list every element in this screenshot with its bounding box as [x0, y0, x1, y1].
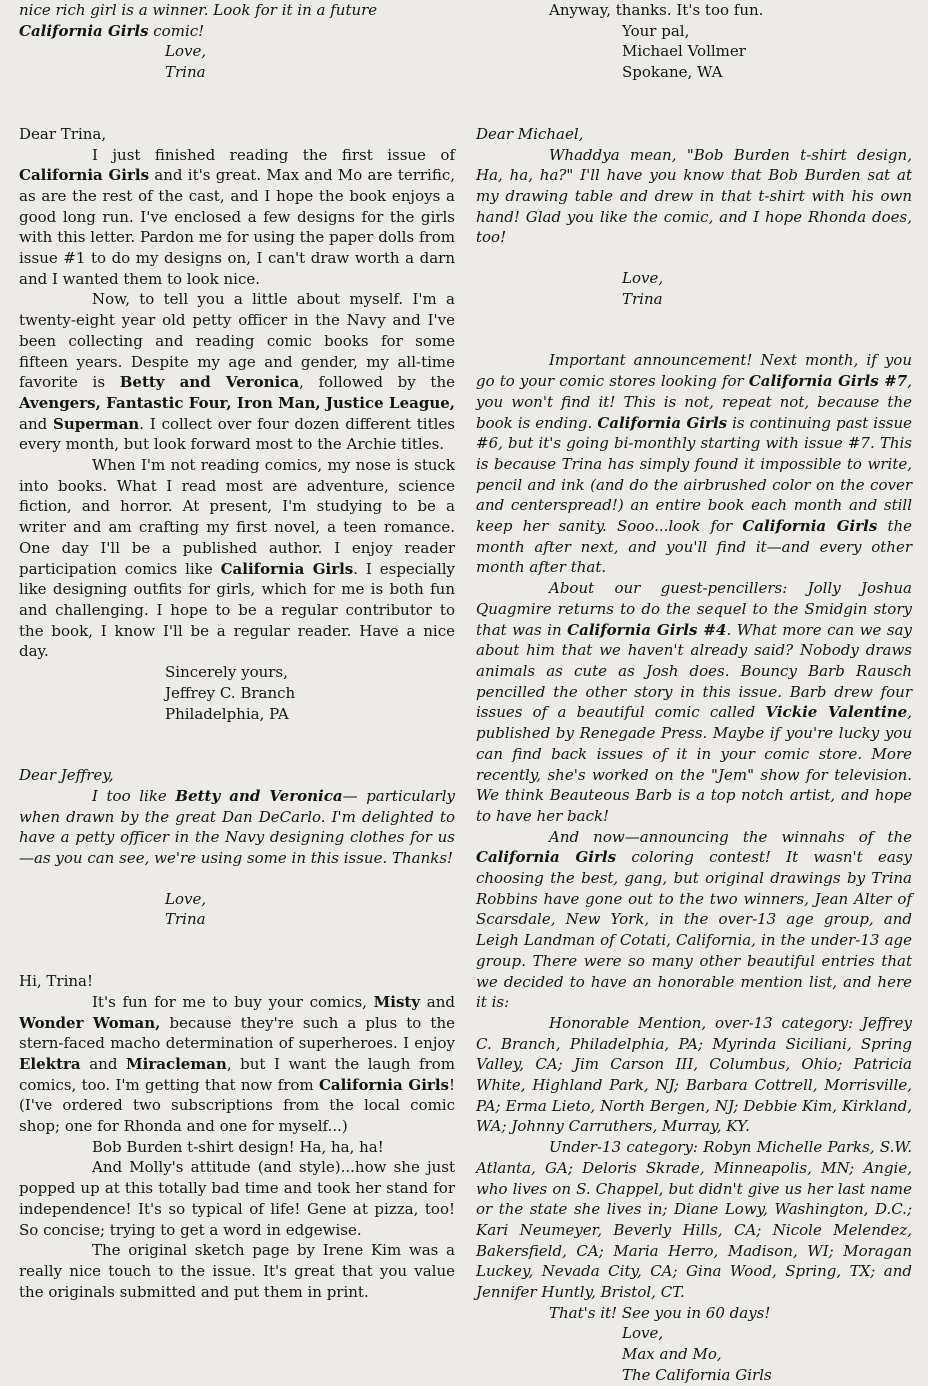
letter1-greeting: Dear Trina,	[19, 124, 107, 143]
reply1-greeting: Dear Jeffrey,	[19, 766, 114, 785]
honorable-mention-over13: Honorable Mention, over-13 category: Jeffrey C. Branch, Philadelphia, PA; Myrinda Siciliani, Spring Valley, CA; Jim Carson III, Columbus, Ohio; Patricia White, Highland Park, NJ; Barbara Cottrell, Morrisville, PA; Erma Lieto, North Bergen, NJ; Debbie Kim, Kirkland, WA; Johnny Carruthers, Murray, KY.	[476, 1013, 912, 1136]
letter2-greeting: Hi, Trina!	[19, 972, 94, 991]
closing-signoff: Love, Max and Mo, The California Girls	[622, 1324, 772, 1384]
closing-line: That's it! See you in 60 days!	[549, 1303, 771, 1322]
left-column	[19, 0, 455, 1302]
honorable-mention-under13: Under-13 category: Robyn Michelle Parks, S.W. Atlanta, GA; Deloris Skrade, Minneapolis, MN; Angie, who lives on S. Chappel, but didn't give us her last name or the state she lives in; Diane Lowy, Washington, D.C.; Kari Neumeyer, Beverly Hills, CA; Nicole Melendez, Bakersfield, CA; Maria Herro, Madison, WI; Moragan Luckey, Nevada City, CA; Gina Wood, Spring, TX; and Jennifer Huntly, Bristol, CT.	[476, 1138, 912, 1302]
letter1-signature: Sincerely yours, Jeffrey C. Branch Philadelphia, PA	[165, 663, 296, 723]
intro-text: nice rich girl is a winner. Look for it in a future California Girls comic!	[19, 1, 378, 40]
letter2-paragraph: Bob Burden t-shirt design! Ha, ha, ha!	[92, 1137, 384, 1156]
letter1-paragraph: Now, to tell you a little about myself. I'm a twenty-eight year old petty officer in the Navy and I've been collecting and reading comic books for some fifteen years. Despite my age and gender, my all-time favorite is Betty and Veronica, followed by the Avengers, Fantastic Four, Iron Man, Justice League, and Superman. I collect over four dozen different titles every month, but look forward most to the Archie titles.	[19, 290, 455, 454]
letter2-paragraph: It's fun for me to buy your comics, Misty and Wonder Woman, because they're such a plus to the stern-faced macho determination of superheroes. I enjoy Elektra and Miracleman, but I want the laugh from comics, too. I'm getting that now from California Girls! (I've ordered two subscriptions from the local comic shop; one for Rhonda and one for myself...)	[19, 992, 455, 1136]
reply2-signoff: Love, Trina	[622, 269, 664, 308]
reply1-paragraph: I too like Betty and Veronica— particularly when drawn by the great Dan DeCarlo. I'm delighted to have a petty officer in the Navy designing clothes for us —as you can see, we're using some in this issue. Thanks!	[19, 786, 455, 868]
reply2-greeting: Dear Michael,	[476, 124, 584, 143]
guest-pencillers-paragraph: About our guest-pencillers: Jolly Joshua Quagmire returns to do the sequel to the Smidgin story that was in California Girls #4. What more can we say about him that we haven't already said? Nobody draws animals as cute as Josh does. Bouncy Barb Rausch pencilled the other story in this issue. Barb drew four issues of a beautiful comic called Vickie Valentine, published by Renegade Press. Maybe if you're lucky you can find back issues of it in your comic store. More recently, she's worked on the "Jem" show for television. We think Beauteous Barb is a top notch artist, and hope to have her back!	[476, 579, 913, 825]
letter2-paragraph: The original sketch page by Irene Kim was a really nice touch to the issue. It's great that you value the originals submitted and put them in print.	[19, 1241, 455, 1301]
intro-signoff: Love, Trina	[165, 42, 207, 82]
letter1-paragraph: When I'm not reading comics, my nose is stuck into books. What I read most are adventure, science fiction, and horror. At present, I'm studying to be a writer and am crafting my first novel, a teen romance. One day I'll be a published author. I enjoy reader participation comics like California Girls. I especially like designing outfits for girls, which for me is both fun and challenging. I hope to be a regular contributor to the book, I know I'll be a regular reader. Have a nice day.	[19, 456, 456, 661]
letter2-paragraph: And Molly's attitude (and style)...how she just popped up at this totally bad time and took her stand for independence! It's so typical of life! Gene at pizza, too! So concise; trying to get a word in edgewise.	[19, 1158, 455, 1239]
letter2-closing: Anyway, thanks. It's too fun.	[549, 1, 764, 19]
contest-paragraph: And now—announcing the winnahs of the California Girls coloring contest! It wasn't easy choosing the best, gang, but original drawings by Trina Robbins have gone out to the two winners, Jean Alter of Scarsdale, New York, in the over-13 age group, and Leigh Landman of Cotati, California, in the under-13 age group. There were so many other beautiful entries that we decided to have an honorable mention list, and here it is:	[476, 827, 912, 1012]
reply1-signoff: Love, Trina	[165, 889, 207, 929]
reply2-paragraph: Whaddya mean, "Bob Burden t-shirt design, Ha, ha, ha?" I'll have you know that Bob Burden sat at my drawing table and drew in that t-shirt with his own hand! Glad you like the comic, and I hope Rhonda does, too!	[476, 145, 912, 247]
right-column	[476, 0, 912, 1386]
announcement-paragraph: Important announcement! Next month, if you go to your comic stores looking for California Girls #7, you won't find it! This is not, repeat not, because the book is ending. California Girls is continuing past issue #6, but it's going bi-monthly starting with issue #7. This is because Trina has simply found it impossible to write, pencil and ink (and do the airbrushed color on the cover and centerspread!) an entire book each month and still keep her sanity. Sooo...look for California Girls the month after next, and you'll find it—and every other month after that.	[476, 351, 913, 577]
letter1-paragraph: I just finished reading the first issue of California Girls and it's great. Max and Mo are terrific, as are the rest of the cast, and I hope the book enjoys a good long run. I've enclosed a few designs for the girls with this letter. Pardon me for using the paper dolls from issue #1 to do my designs on, I can't draw worth a darn and I wanted them to look nice.	[19, 145, 456, 288]
letter2-signature: Your pal, Michael Vollmer Spokane, WA	[622, 21, 746, 82]
